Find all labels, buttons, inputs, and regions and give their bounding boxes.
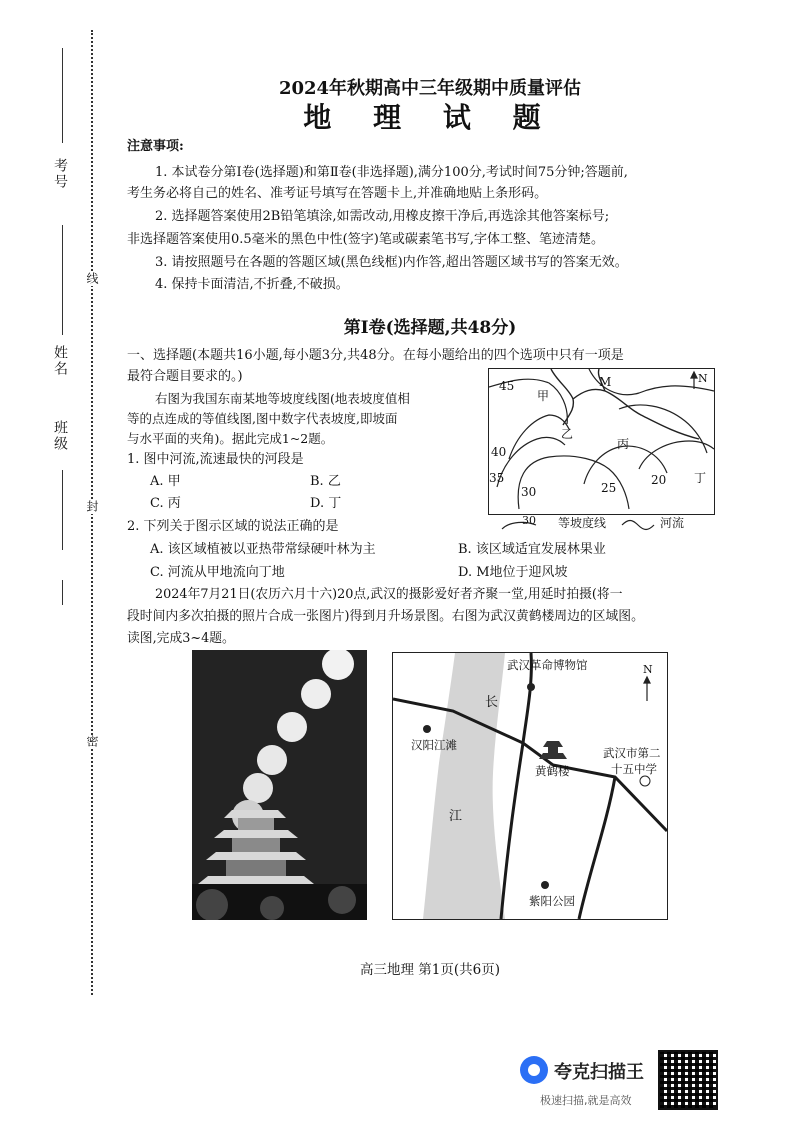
map1-label-yi: 乙 [561, 427, 574, 441]
exam-title: 2024年秋期高中三年级期中质量评估 [278, 78, 582, 99]
q3-4-stem: 读图,完成3~4题。 [127, 631, 235, 646]
q2-option-b: B. 该区域适宜发展林果业 [458, 542, 606, 557]
q1-option-a: A. 甲 [150, 474, 181, 489]
moonrise-photo [192, 650, 367, 920]
legend-contour-value: 30 [522, 514, 536, 527]
contour-40 [509, 415, 569, 459]
q1-2-stem: 右图为我国东南某地等坡度线图(地表坡度值相 [155, 391, 410, 406]
slope-contour-map [488, 368, 715, 515]
scanner-title: 夸克扫描王 [554, 1062, 644, 1083]
line-label: 线 [85, 272, 99, 286]
map1-label-35: 35 [489, 471, 505, 485]
seal-label: 封 [85, 500, 99, 514]
scanner-logo-icon [520, 1056, 548, 1084]
section-title: 第Ⅰ卷(选择题,共48分) [343, 318, 517, 338]
notice-line: 1. 本试卷分第Ⅰ卷(选择题)和第Ⅱ卷(非选择题),满分100分,考试时间75分钟;答题前, [155, 165, 628, 180]
subject-title: 地 理 试 题 [303, 101, 557, 134]
label-hanyang: 汉阳江滩 [411, 738, 457, 752]
name-label: 姓名 [52, 345, 68, 377]
notice-line: 2. 选择题答案使用2B铅笔填涂,如需改动,用橡皮擦干净后,再选涂其他答案标号; [155, 209, 610, 224]
map1-label-30: 30 [521, 485, 537, 499]
q1-2-stem: 与水平面的夹角)。据此完成1~2题。 [127, 431, 334, 446]
exam-no-underline [62, 48, 63, 143]
label-yellow-crane: 黄鹤楼 [535, 764, 570, 778]
road-c [579, 777, 615, 919]
museum-marker [527, 683, 535, 691]
section-intro: 一、选择题(本题共16小题,每小题3分,共48分。在每小题给出的四个选项中只有一项是 [127, 348, 624, 363]
extra-underline [62, 580, 63, 605]
map1-label-jia: 甲 [537, 389, 550, 403]
class-underline [62, 470, 63, 550]
contour-20 [639, 441, 714, 469]
wuhan-map-svg [393, 653, 667, 919]
map1-label-20: 20 [651, 473, 667, 487]
scanner-watermark [512, 1048, 782, 1118]
river [551, 369, 699, 439]
school-marker [640, 776, 650, 786]
hanyang-marker [423, 725, 431, 733]
q2-text: 2. 下列关于图示区域的说法正确的是 [127, 519, 339, 534]
map1-label-25: 25 [601, 481, 617, 495]
label-school-line2: 十五中学 [611, 762, 657, 776]
ziyang-marker [541, 881, 549, 889]
secret-label: 密 [85, 735, 99, 749]
map1-north-label: N [698, 372, 708, 385]
q2-option-a: A. 该区域植被以亚热带常绿硬叶林为主 [150, 542, 376, 557]
label-chang: 长 [485, 695, 499, 710]
q1-option-b: B. 乙 [310, 474, 341, 489]
label-jiang: 江 [449, 809, 463, 824]
moonrise-photo-svg [192, 650, 367, 920]
legend-river-label: 河流 [660, 516, 685, 530]
q1-option-c: C. 丙 [150, 496, 181, 511]
q1-option-d: D. 丁 [310, 496, 342, 511]
road-b [501, 653, 531, 919]
section-intro: 最符合题目要求的。) [127, 369, 243, 384]
scanner-subtitle: 极速扫描,就是高效 [540, 1094, 632, 1107]
notice-line: 4. 保持卡面清洁,不折叠,不破损。 [155, 277, 349, 292]
map1-label-m: M [599, 375, 612, 389]
map1-label-ding: 丁 [694, 471, 707, 485]
name-underline [62, 225, 63, 335]
map1-label-bing: 丙 [617, 437, 630, 451]
notice-heading: 注意事项: [127, 139, 184, 154]
q3-4-stem: 2024年7月21日(农历六月十六)20点,武汉的摄影爱好者齐聚一堂,用延时拍摄(将一 [155, 587, 623, 602]
map1-label-45: 45 [499, 379, 515, 393]
q3-4-stem: 段时间内多次拍摄的照片合成一张图片)得到月升场景图。右图为武汉黄鹤楼周边的区域图。 [127, 609, 644, 624]
label-school-line1: 武汉市第二 [603, 746, 661, 760]
q2-option-d: D. M地位于迎风坡 [458, 565, 568, 580]
contour-35 [497, 437, 565, 487]
notice-line: 3. 请按照题号在各题的答题区域(黑色线框)内作答,超出答题区域书写的答案无效。 [155, 255, 628, 270]
qr-code-icon [658, 1050, 718, 1110]
wuhan-area-map [392, 652, 668, 920]
page-footer: 高三地理 第1页(共6页) [359, 962, 500, 978]
map2-north-label: N [643, 663, 653, 676]
label-museum: 武汉革命博物馆 [507, 658, 588, 672]
exam-no-label: 考号 [52, 158, 68, 190]
class-label: 班级 [52, 420, 68, 452]
yellow-crane-tower-icon [539, 741, 567, 759]
q2-option-c: C. 河流从甲地流向丁地 [150, 565, 285, 580]
label-ziyang: 紫阳公园 [529, 894, 575, 908]
notice-line: 考生务必将自己的姓名、准考证号填写在答题卡上,并准确地贴上条形码。 [127, 186, 548, 201]
q1-text: 1. 图中河流,流速最快的河段是 [127, 452, 304, 467]
legend-contour-label: 等坡度线 [558, 516, 607, 530]
notice-line: 非选择题答案使用0.5毫米的黑色中性(签字)笔或碳素笔书写,字体工整、笔迹清楚。 [127, 232, 604, 247]
q1-2-stem: 等的点连成的等值线图,图中数字代表坡度,即坡面 [127, 411, 398, 426]
river-legend-icon [620, 517, 656, 531]
map1-label-40: 40 [491, 445, 507, 459]
map1-legend [500, 514, 720, 532]
